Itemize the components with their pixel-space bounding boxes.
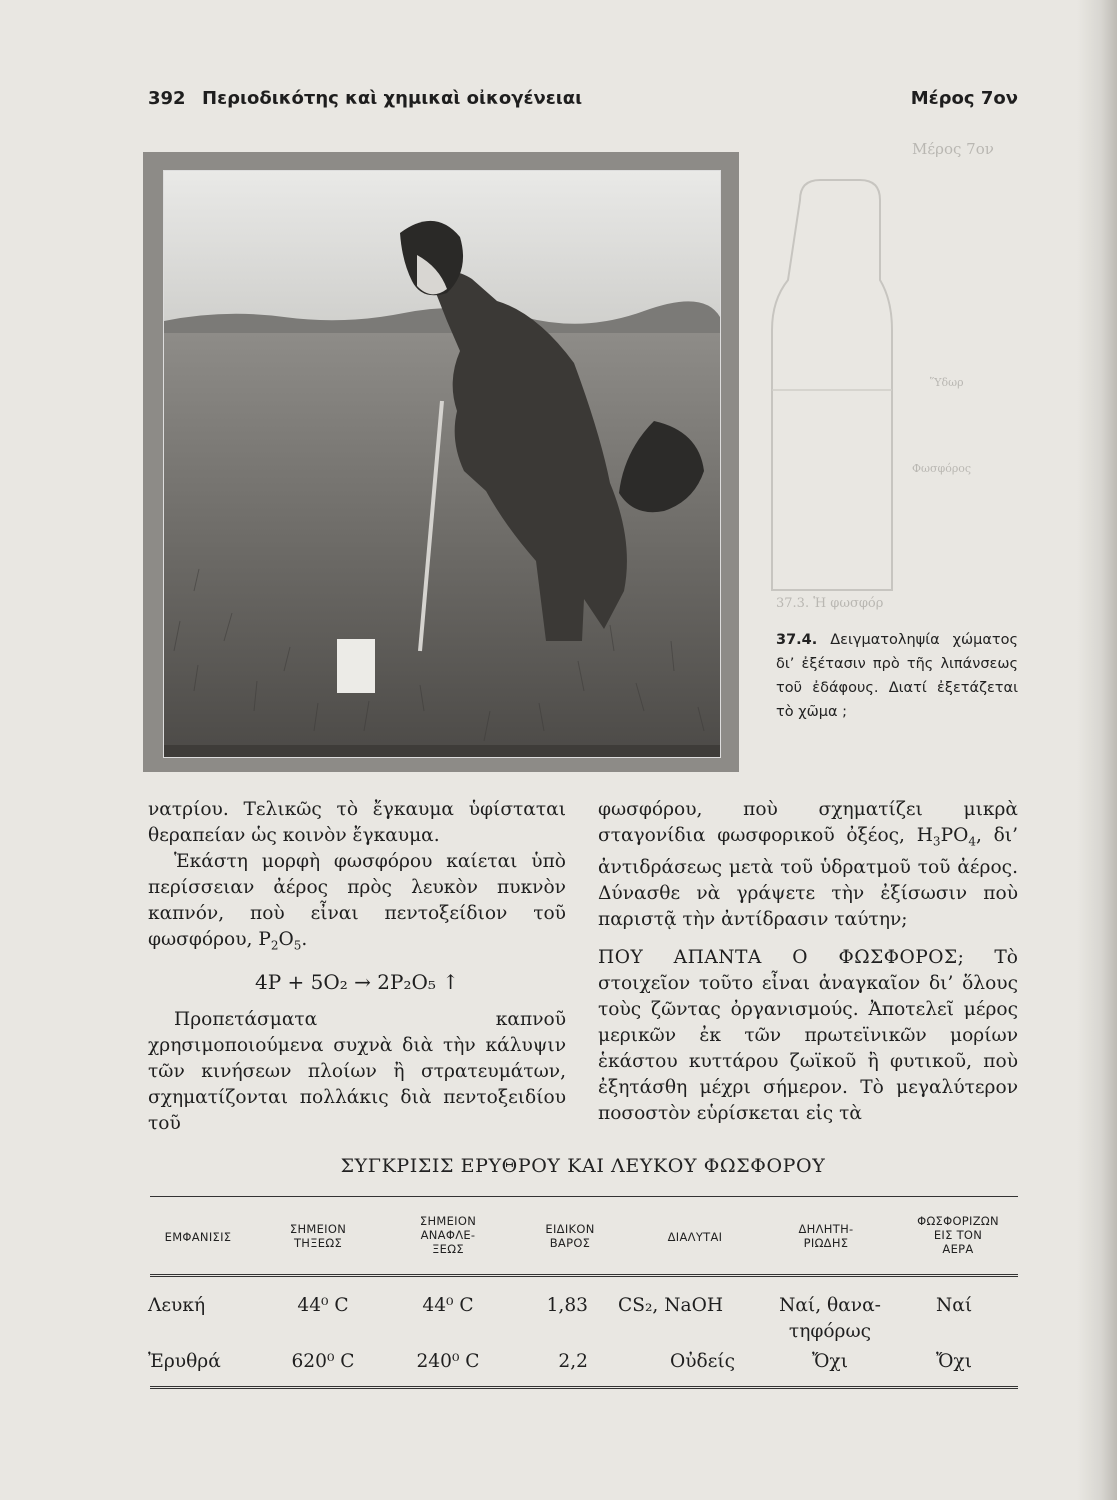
header-ignition-point: ΣΗΜΕΙΟΝ ΑΝΑΦΛΕ- ΞΕΩΣ [419, 1214, 477, 1256]
header-density: ΕΙΔΙΚΟΝ ΒΑΡΟΣ [545, 1222, 595, 1250]
paragraph-text: . [301, 929, 308, 950]
cell-phosphorescence: Ναί [936, 1295, 973, 1316]
cell-solvents: Οὐδείς [670, 1351, 736, 1372]
cell-density: 1,83 [546, 1295, 588, 1316]
cell-melting-point: 44⁰ C [297, 1295, 349, 1316]
soil-sampling-photo [164, 171, 720, 757]
subscript: 5 [293, 938, 302, 953]
cell-toxicity: Ὄχι [812, 1351, 848, 1372]
paragraph-text: Ἑκάστη μορφὴ φωσφόρου καίεται ὑπὸ περίσσειαν ἀέρος πρὸς λευκὸν πυκνὸν καπνόν, ποὺ εἶναι πεντοξείδιον τοῦ φωσφόρου, P [148, 851, 566, 950]
table-bottom-rule [150, 1386, 1018, 1389]
subscript: 2 [270, 938, 279, 953]
header-phosphorescence: ΦΩΣΦΟΡΙΖΩΝ ΕΙΣ ΤΟΝ ΑΕΡΑ [917, 1214, 999, 1256]
cell-solvents: CS₂, NaOH [618, 1295, 724, 1316]
right-column [598, 797, 1018, 1127]
header-solvents: ΔΙΑΛΥΤΑΙ [667, 1230, 723, 1244]
subscript: 4 [968, 834, 976, 849]
section-heading: ΠΟΥ ΑΠΑΝΤΑ Ο ΦΩΣΦΟΡΟΣ; [598, 946, 965, 968]
paragraph [598, 797, 1018, 933]
header-melting-point: ΣΗΜΕΙΟΝ ΤΗΞΕΩΣ [289, 1222, 347, 1250]
figure-frame [143, 152, 739, 772]
subscript: 3 [932, 834, 941, 849]
header-toxicity: ΔΗΛΗΤΗ- ΡΙΩΔΗΣ [798, 1222, 854, 1250]
cell-phosphorescence: Ὄχι [936, 1351, 972, 1372]
chemical-equation: 4P + 5O₂ → 2P₂O₅ ↑ [255, 969, 459, 994]
paragraph-text: Τὸ στοιχεῖον τοῦτο εἶναι ἀναγκαῖον δι’ ὅλους τοὺς ζῶντας ὀργανισμούς. Ἀποτελεῖ μέρος μερικῶν ἐκ τῶν πρωτεϊνικῶν μορίων ἑκάστου κυττάρου ζωϊκοῦ ἢ φυτικοῦ, ποὺ ἐξητάσθη μέχρι σήμερον. Τὸ μεγαλύτερον ποσοστὸν εὑρίσκεται εἰς τὰ [598, 946, 1018, 1124]
table-title: ΣΥΓΚΡΙΣΙΣ ΕΡΥΘΡΟΥ ΚΑΙ ΛΕΥΚΟΥ ΦΩΣΦΟΡΟΥ [340, 1155, 826, 1177]
figure-photo [163, 170, 721, 758]
part-label: Μέρος 7ον [910, 88, 1018, 109]
paragraph: Προπετάσματα καπνοῦ χρησιμοποιούμενα συχνὰ διὰ τὴν κάλυψιν τῶν κινήσεων πλοίων ἢ στρατευμάτων, σχηματίζονται πολλάκις διὰ πεντοξειδίου τοῦ [148, 1008, 566, 1134]
figure-caption [776, 628, 1018, 724]
caption-text: Δειγματοληψία χώματος δι’ ἐξέτασιν πρὸ τῆς λιπάνσεως τοῦ ἐδάφους. Διατί ἐξετάζεται τὸ χῶμα ; [776, 632, 1019, 720]
bleed-through-text: 37.3. Ἡ φωσφόρ [776, 596, 884, 611]
header-appearance: ΕΜΦΑΝΙΣΙΣ [164, 1230, 232, 1244]
caption-number: 37.4. [776, 632, 818, 648]
bleed-through-text: Μέρος 7ον [912, 140, 994, 158]
bleed-through-text: Ὕδωρ [930, 376, 964, 389]
left-column [148, 797, 566, 1137]
running-head [148, 88, 1018, 118]
cell-density: 2,2 [558, 1351, 588, 1372]
chapter-title: Περιοδικότης καὶ χημικαὶ οἰκογένειαι [202, 88, 583, 109]
cell-appearance: Λευκή [148, 1295, 206, 1316]
cell-appearance: Ἐρυθρά [148, 1351, 221, 1372]
page-edge-shadow [1077, 0, 1117, 1500]
paragraph-text: φωσφόρου, ποὺ σχηματίζει μικρὰ σταγονίδια φωσφορικοῦ ὀξέος, H [598, 799, 1018, 846]
paragraph: νατρίου. Τελικῶς τὸ ἔγκαυμα ὑφίσταται θεραπείαν ὡς κοινὸν ἔγκαυμα. [148, 799, 566, 846]
paragraph [598, 945, 1018, 1127]
table-top-rule [150, 1196, 1018, 1197]
cell-toxicity: Ναί, θανα- τηφόρως [779, 1295, 881, 1342]
page-number: 392 [148, 88, 186, 109]
cell-ignition-point: 44⁰ C [422, 1295, 474, 1316]
formula-text: PO [940, 825, 969, 846]
cell-melting-point: 620⁰ C [291, 1351, 355, 1372]
paragraph-text: , δι’ ἀντιδράσεως μετὰ τοῦ ὑδρατμοῦ τοῦ ἀέρος. Δύνασθε νὰ γράψετε τὴν ἐξίσωσιν ποὺ παριστᾷ τὴν ἀντίδρασιν ταύτην; [598, 825, 1019, 930]
table-header-rule [150, 1274, 1018, 1277]
bleed-through-text: Φωσφόρος [912, 462, 972, 475]
formula-text: O [278, 929, 294, 950]
paragraph [148, 849, 566, 959]
cell-ignition-point: 240⁰ C [416, 1351, 480, 1372]
bleed-through-drawing [760, 160, 910, 600]
